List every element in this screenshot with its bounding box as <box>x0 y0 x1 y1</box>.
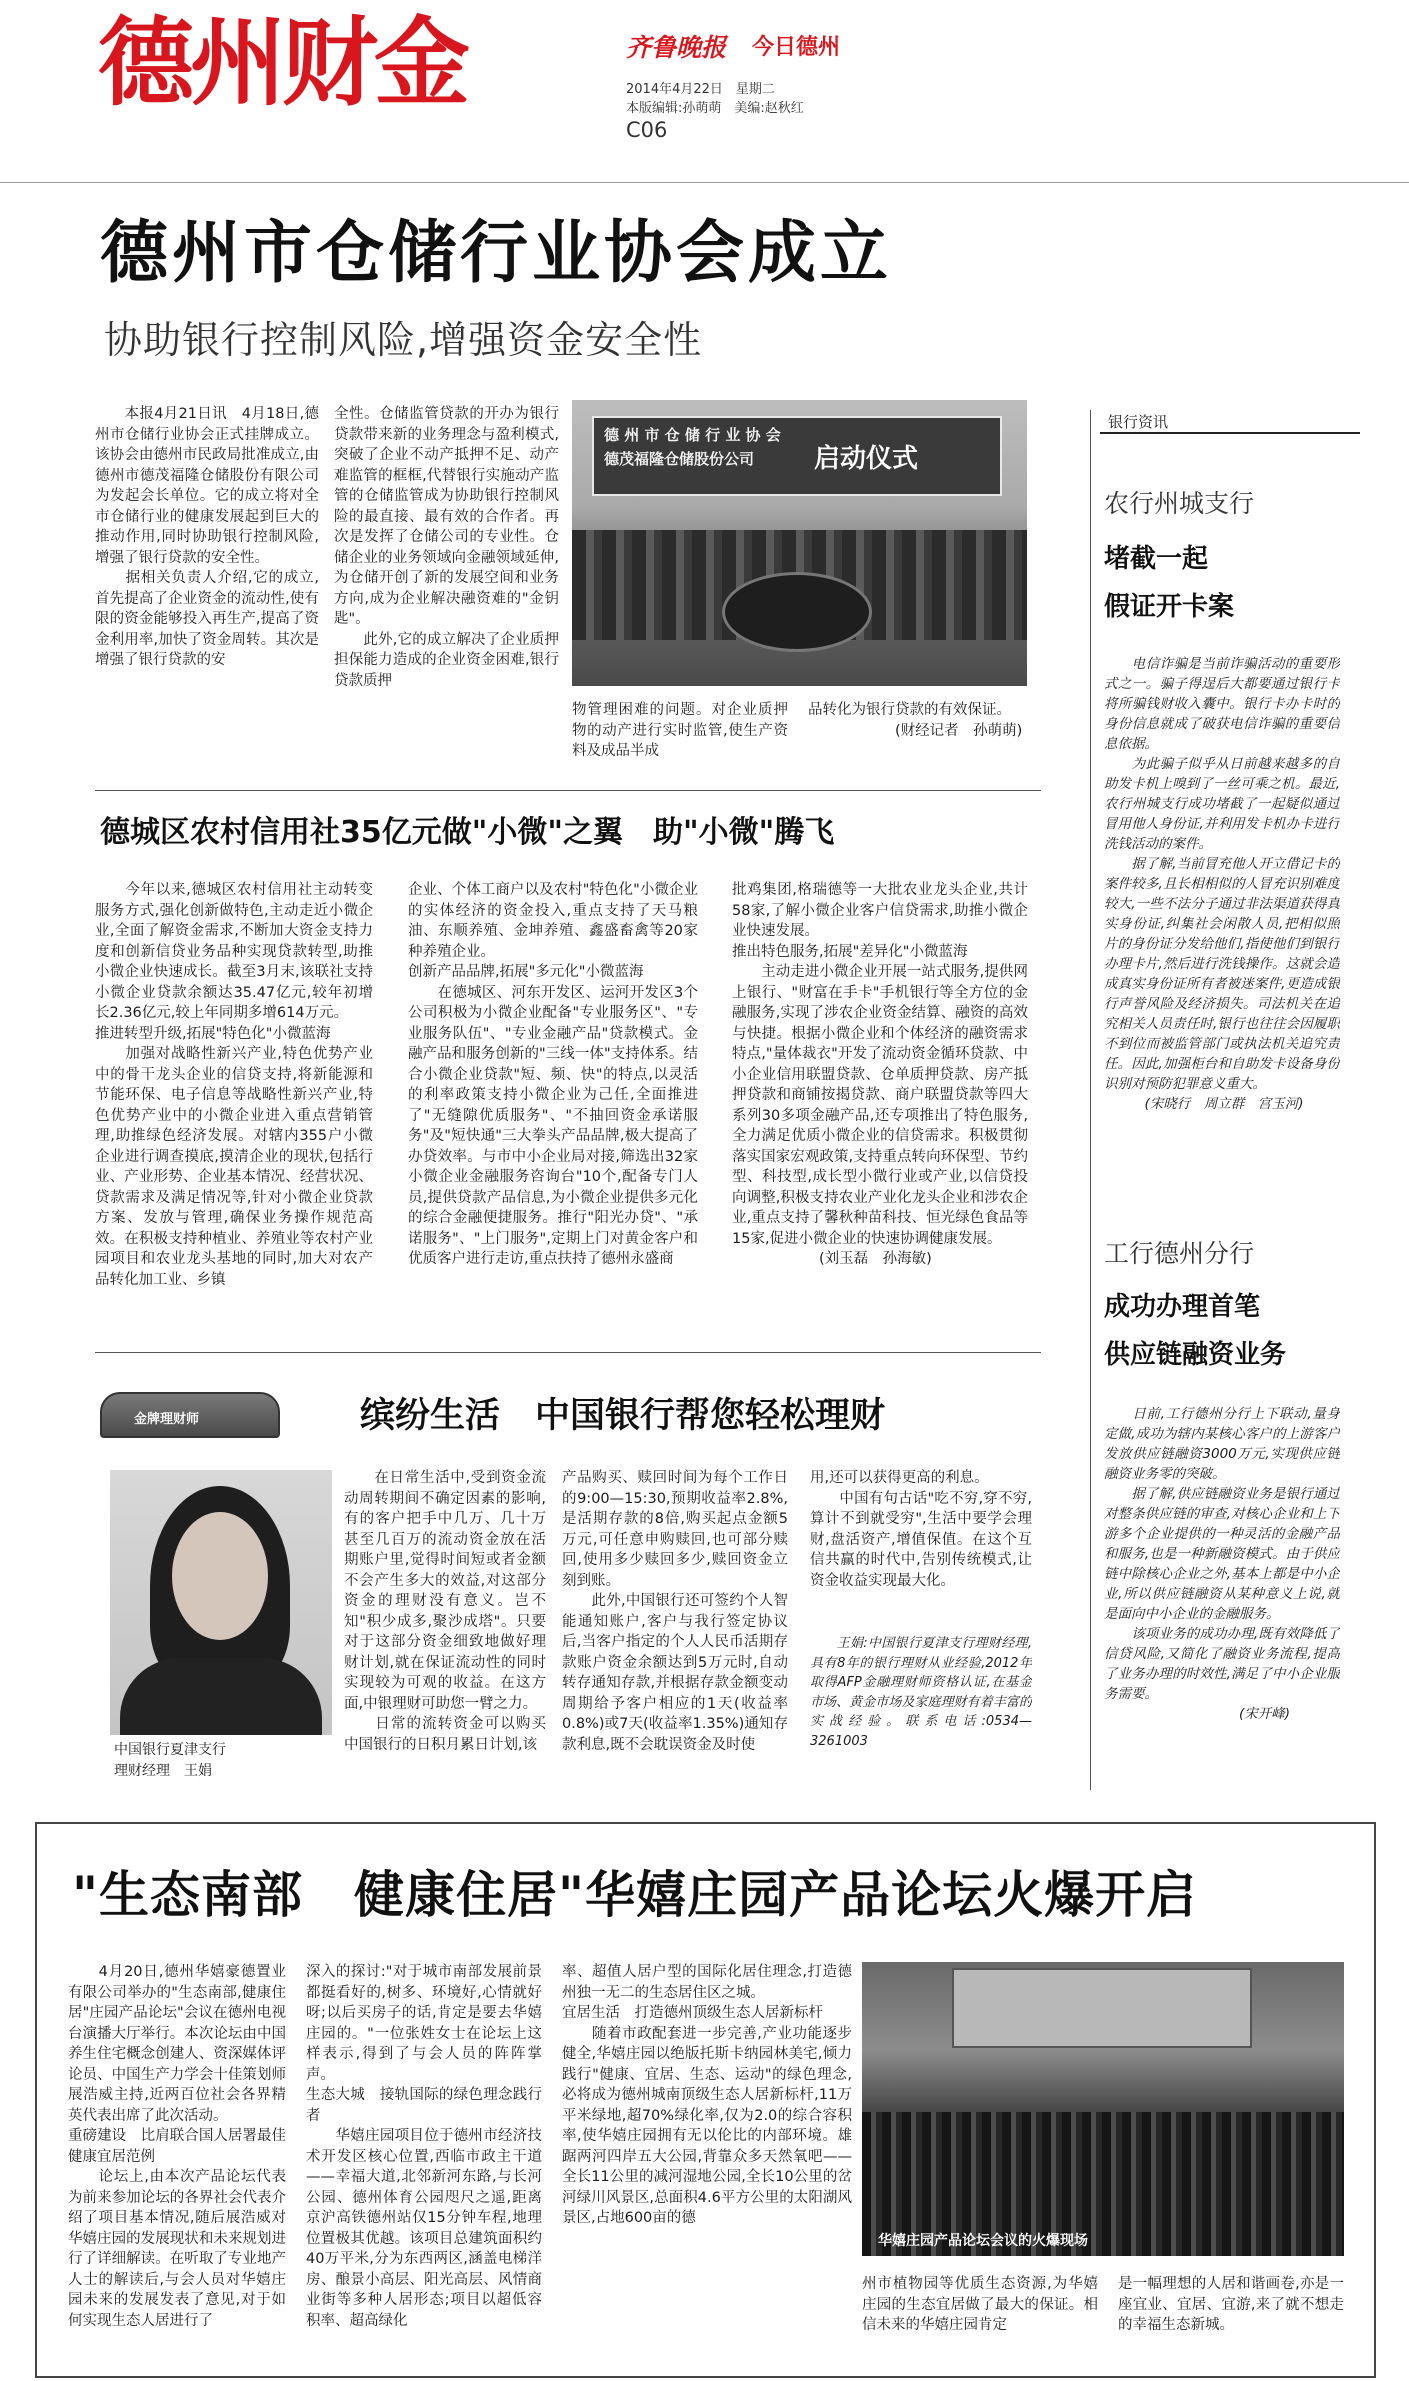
rural-col-3: 批鸡集团,格瑞德等一大批农业龙头企业,共计58家,了解小微企业客户信贷需求,助推小微企业快速发展。 推出特色服务,拓展"差异化"小微蓝海 主动走进小微企业开展一站式服务,提供网上银行、"财富在手卡"手机银行等全方位的金融服务,实现了涉农企业资金结算、融资的高效与快捷。根据小微企业和个体经济的融资需求特点,"量体裁衣"开发了流动资金循环贷款、中小企业信用联盟贷款、仓单质押贷款、房产抵押贷款和商铺按揭贷款、商户联盟贷款等四大系列30多项金融产品,还专项推出了特色服务,全力满足优质小微企业的信贷需求。积极贯彻落实国家宏观政策,支持重点转向环保型、节约型、科技型,成长型小微行业或产业,以信贷投向调整,积极支持农业产业化龙头企业和涉农企业,重点支持了馨秋种苗科技、恒光绿色食品等15家,促进小微企业的快速协调健康发展。 (刘玉磊 孙海敏) <box>732 882 1028 1267</box>
photo-podium-ball <box>722 572 872 652</box>
realestate-headline: "生态南部 健康住居"华嬉庄园产品论坛火爆开启 <box>72 1866 1198 1924</box>
realestate-col-3: 率、超值人居户型的国际化居住理念,打造德州独一无二的生态居住区之城。 宜居生活 打造德州顶级生态人居新标杆 随着市政配套进一步完善,产业功能逐步健全,华嬉庄园以绝版托斯卡纳园林美宅,倾力践行"健康、宜居、生态、运动"的绿色理念,必将成为德州城南顶级生态人居新标杆,11万平米绿地,超70%绿化率,仅为2.0的综合容积率,使华嬉庄园拥有无以伦比的内部环境。雄踞两河四岸五大公园,背靠众多天然氧吧——全长11公里的减河湿地公园,全长10公里的岔河绿川风景区,总面积4.6平方公里的太阳湖风景区,占地600亩的德 <box>562 1964 852 2226</box>
lead-col-1: 本报4月21日讯 4月18日,德州市仓储行业协会正式挂牌成立。该协会由德州市民政局批准成立,由德州市德茂福隆仓储股份有限公司为发起会长单位。它的成立将对全市仓储行业的健康发展起到巨大的推动作用,同时协助银行控制风险,增强了银行贷款的安全性。 据相关负责人介绍,它的成立,首先提高了企业资金的流动性,使有限的资金能够投入再生产,提高了资金利用率,加快了资金周转。其次是增强了银行贷款的安 <box>95 406 319 668</box>
boc-col-2: 产品购买、赎回时间为每个工作日的9:00—15:30,预期收益率2.8%,是活期存款的8倍,购买起点金额5万元,可任意申购赎回,也可部分赎回,使用多少赎回多少,赎回资金立刻到账。 此外,中国银行还可签约个人智能通知账户,客户与我行签定协议后,当客户指定的个人人民币活期存款账户资金余额达到5万元时,自动转存通知存款,并根据存款金额变动周期给予客户相应的1天(收益率0.8%)或7天(收益率1.35%)通知存款利息,既不会耽误资金及时使 <box>562 1470 788 1753</box>
forum-stage-screen <box>952 1968 1252 2048</box>
sidebar-item-2-title-line-1: 成功办理首笔 <box>1104 1292 1261 1322</box>
rural-col-2: 企业、个体工商户以及农村"特色化"小微企业的实体经济的资金投入,重点支持了天马粮油、东顺养殖、金坤养殖、鑫盛畜禽等20家种养殖企业。 创新产品品牌,拓展"多元化"小微蓝海 在德城区、河东开发区、运河开发区3个公司积极为小微企业配备"专业服务区"、"专业服务队伍"、"专业金融产品"贷款模式。金融产品和服务创新的"三线一体"支持体系。结合小微企业贷款"短、频、快"的特点,以灵活的利率政策支持小微企业为己任,全面推进了"无缝隙优质服务"、"不抽回资金承诺服务"及"短快通"三大拳头产品品牌,极大提高了办贷效率。与市中小企业局对接,筛选出32家小微企业金融服务咨询台"10个,配备专门人员,提供贷款产品信息,为小微企业提供多元化的综合金融便捷服务。推行"阳光办贷"、"承诺服务"、"上门服务",定期上门对黄金客户和优质客户进行走访,重点扶持了德州永盛商 <box>408 882 698 1267</box>
photo-banner-line-2: 德茂福隆仓储股份公司 <box>604 450 755 468</box>
boc-col-1: 在日常生活中,受到资金流动周转期间不确定因素的影响,有的客户把手中几万、几十万甚至几百万的流动资金放在活期账户里,觉得时间短或者金额不会产生多大的效益,对这部分资金的理财没有意义。岂不知"积少成多,聚沙成塔"。只要对于这部分资金细致地做好理财计划,就在保证流动性的同时实现较为可观的收益。在这方面,中银理财可助您一臂之力。 日常的流转资金可以购买中国银行的日积月累日计划,该 <box>344 1470 546 1753</box>
forum-photo <box>862 1962 1344 2256</box>
lead-col-4: 品转化为银行贷款的有效保证。 (财经记者 孙萌萌) <box>808 702 1023 739</box>
portrait-caption-1: 中国银行夏津支行 <box>114 1742 226 1758</box>
boc-advisor-bio: 王娟:中国银行夏津支行理财经理,具有8年的银行理财从业经验,2012年取得AFP金融理财师资格认证,在基金市场、黄金市场及家庭理财有着丰富的实战经验。联系电话:0534—3261003 <box>810 1636 1032 1749</box>
boc-col-3: 用,还可以获得更高的利息。 中国有句古话"吃不穷,穿不穷,算计不到就受穷",生活中要学会理财,盘活资产,增值保值。在这个互信共赢的时代中,告别传统模式,让资金收益实现最大化。 <box>810 1470 1032 1589</box>
photo-banner-line-3: 启动仪式 <box>814 444 919 474</box>
realestate-col-5: 是一幅理想的人居和谐画卷,亦是一座宜业、宜居、宜游,来了就不想走的幸福生态新城。 <box>1118 2276 1344 2333</box>
lead-photo <box>572 400 1027 686</box>
sidebar-label-box <box>1100 410 1360 434</box>
portrait-caption-2: 理财经理 王娟 <box>114 1763 212 1779</box>
lead-col-2: 全性。仓储监管贷款的开办为银行贷款带来新的业务理念与盈利模式,突破了企业不动产抵押不足、动产难监管的框框,代替银行实施动产监管的仓储监管成为协助银行控制风险的最直接、最有效的合作者。再次是发挥了仓储公司的专业性。仓储企业的业务领域向金融领域延伸,为仓储开创了新的发展空间和业务方向,成为企业解决融资难的"金钥匙"。 此外,它的成立解决了企业质押担保能力造成的企业资金困难,银行贷款质押 <box>334 406 559 689</box>
rural-headline: 德城区农村信用社35亿元做"小微"之翼 助"小微"腾飞 <box>100 815 835 850</box>
masthead-rule <box>0 182 1409 183</box>
lead-col-3: 物管理困难的问题。对企业质押物的动产进行实时监管,使生产资料及成品半成 <box>572 702 788 759</box>
advisor-portrait <box>110 1470 332 1735</box>
editors-line: 本版编辑:孙萌萌 美编:赵秋红 <box>626 101 804 116</box>
portrait-suit <box>120 1658 322 1735</box>
portrait-face <box>172 1512 268 1640</box>
sidebar-item-1-title-line-1: 堵截一起 <box>1104 544 1209 574</box>
gold-badge-label: 金牌理财师 <box>134 1412 200 1427</box>
realestate-col-4: 州市植物园等优质生态资源,为华嬉庄园的生态宜居做了最大的保证。相信未来的华嬉庄园肯定 <box>862 2276 1098 2333</box>
lead-bottom-rule <box>95 790 1041 791</box>
paper-name: 齐鲁晚报 <box>626 33 727 62</box>
forum-photo-caption: 华嬉庄园产品论坛会议的火爆现场 <box>878 2233 1088 2249</box>
photo-banner-line-1: 德 州 市 仓 储 行 业 协 会 <box>604 426 781 444</box>
sidebar-item-1-bank: 农行州城支行 <box>1104 489 1255 518</box>
photo-banner <box>592 416 1002 496</box>
lead-subhead: 协助银行控制风险,增强资金安全性 <box>104 318 703 362</box>
section-name: 今日德州 <box>752 35 841 60</box>
lead-headline: 德州市仓储行业协会成立 <box>100 214 893 293</box>
masthead-title: 德州财金 <box>98 7 466 119</box>
sidebar-label: 银行资讯 <box>1108 413 1169 431</box>
rural-col-1: 今年以来,德城区农村信用社主动转变服务方式,强化创新做特色,主动走近小微企业,全面了解资金需求,不断加大资金支持力度和创新信贷业务品种实现贷款转型,助推小微企业快速成长。截至3月末,该联社支持小微企业贷款余额达35.47亿元,较年初增长2.36亿元,较上年同期多增614万元。 推进转型升级,拓展"特色化"小微蓝海 加强对战略性新兴产业,特色优势产业中的骨干龙头企业的信贷支持,将新能源和节能环保、电子信息等战略性新兴产业,特色优势产业中的小微企业进入重点营销管理,助推绿色经济发展。对辖内355户小微企业进行调查摸底,摸清企业的现状,包括行业、产业形势、企业基本情况、经营状况、贷款需求及满足情况等,针对小微企业贷款方案、发放与管理,确保业务操作规范高效。在积极支持种植业、养殖业等农村产业园项目和农业龙头基地的同时,加大对农产品转化加工业、乡镇 <box>95 882 373 1288</box>
sidebar-divider <box>1090 410 1091 1790</box>
sidebar-item-1-title-line-2: 假证开卡案 <box>1104 592 1235 622</box>
sidebar-item-2-body: 日前,工行德州分行上下联动,量身定做,成功为辖内某核心客户的上游客户发放供应链融资3000万元,实现供应链融资业务零的突破。 据了解,供应链融资业务是银行通过对整条供应链的审查,对核心企业和上下游多个企业提供的一种灵活的金融产品和服务,也是一种新融资模式。由于供应链中除核心企业之外,基本上都是中小企业,所以供应链融资从某种意义上说,就是面向中小企业的金融服务。 该项业务的成功办理,既有效降低了信贷风险,又简化了融资业务流程,提高了业务办理的时效性,满足了中小企业服务需要。 (宋开峰) <box>1104 1406 1340 1722</box>
sidebar-item-1-body: 电信诈骗是当前诈骗活动的重要形式之一。骗子得逞后大都要通过银行卡将所骗钱财收入囊中。银行卡办卡时的身份信息就成了破获电信诈骗的重要信息依据。 为此骗子似乎从日前越来越多的自助发卡机上嗅到了一丝可乘之机。最近,农行州城支行成功堵截了一起疑似通过冒用他人身份证,并利用发卡机办卡进行洗钱活动的案件。 据了解,当前冒充他人开立借记卡的案件较多,且长相相似的人冒充识别难度较大,一些不法分子通过非法渠道获得真实身份证,纠集社会闲散人员,把相似照片的身份证分发给他们,指使他们到银行办理卡片,然后进行洗钱操作。这就会造成真实身份证所有者被迷案件,更造成银行声誉风险及经济损失。司法机关在追究相关人员责任时,银行也往往会因履职不到位而被监管部门或执法机关追究责任。因此,加强柜台和自助发卡设备身份识别对预防犯罪意义重大。 (宋晓行 周立群 宫玉河) <box>1104 656 1340 1112</box>
realestate-col-1: 4月20日,德州华嬉豪德置业有限公司举办的"生态南部,健康住居"庄园产品论坛"会议在德州电视台演播大厅举行。本次论坛由中国养生住宅概念创建人、资深媒体评论员、中国生产力学会十佳策划师展浩威主持,近两百位社会各界精英代表出席了此次活动。 重磅建设 比肩联合国人居署最佳健康宜居范例 论坛上,由本次产品论坛代表为前来参加论坛的各界社会代表介绍了项目基本情况,随后展浩威对华嬉庄园的发展现状和未来规划进行了详细解读。在听取了专业地产人士的解读后,与会人员对华嬉庄园未来的发展发表了意见,对于如何实现生态人居进行了 <box>68 1964 286 2329</box>
gold-badge <box>100 1392 280 1438</box>
boc-headline: 缤纷生活 中国银行帮您轻松理财 <box>360 1396 886 1436</box>
sidebar-item-2-title-line-2: 供应链融资业务 <box>1104 1340 1287 1370</box>
realestate-col-2: 深入的探讨:"对于城市南部发展前景都挺看好的,树多、环境好,心情就好呀;以后买房子的话,肯定是要去华嬉庄园的。"一位张姓女士在论坛上这样表示,得到了与会人员的阵阵掌声。 生态大城 接轨国际的绿色理念践行者 华嬉庄园项目位于德州市经济技术开发区核心位置,西临市政主干道——幸福大道,北邻新河东路,与长河公园、德州体育公园咫尺之遥,距离京沪高铁德州站仅15分钟车程,地理位置极其优越。该项目总建筑面积约40万平米,分为东西两区,涵盖电梯洋房、酿景小高层、阳光高层、风情商业街等多种人居形态;项目以超低容积率、超高绿化 <box>306 1964 542 2329</box>
issue-date: 2014年4月22日 星期二 <box>626 82 775 97</box>
sidebar-item-2-bank: 工行德州分行 <box>1104 1239 1255 1268</box>
rural-bottom-rule <box>95 1352 1041 1353</box>
masthead <box>0 0 1409 180</box>
page-number: C06 <box>626 118 668 142</box>
